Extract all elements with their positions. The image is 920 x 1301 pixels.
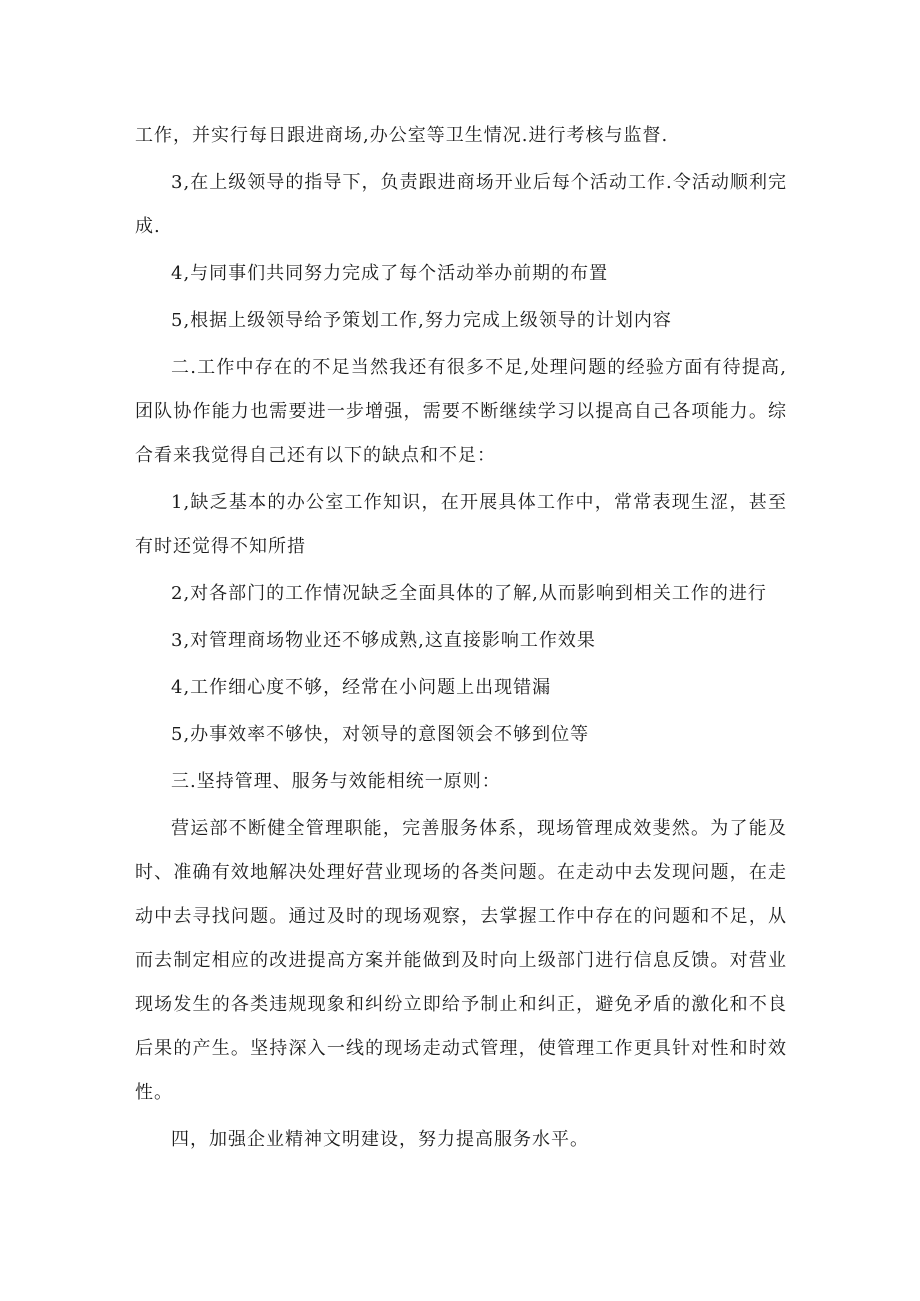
- document-body: [135, 114, 787, 1162]
- section-four-heading: 四，加强企业精神文明建设，努力提高服务水平。: [171, 1129, 589, 1150]
- shortcoming-item-5: 5,办事效率不够快，对领导的意图领会不够到位等: [171, 724, 590, 745]
- shortcoming-item-3: 3,对管理商场物业还不够成熟,这直接影响工作效果: [171, 630, 596, 651]
- section-three-paragraph: 营运部不断健全管理职能，完善服务体系，现场管理成效斐然。为了能及时、准确有效地解决处理好营业现场的各类问题。在走动中去发现问题，在走动中去寻找问题。通过及时的现场观察，去掌握工作中存在的问题和不足，从而去制定相应的改进提高方案并能做到及时向上级部门进行信息反馈。对营业现场发生的各类违规现象和纠纷立即给予制止和纠正，避免矛盾的激化和不良后果的产生。坚持深入一线的现场走动式管理，使管理工作更具针对性和时效性。: [135, 818, 787, 1103]
- shortcoming-item-4: 4,工作细心度不够，经常在小问题上出现错漏: [171, 677, 552, 698]
- section-three-heading: 三.坚持管理、服务与效能相统一原则：: [171, 771, 501, 792]
- shortcoming-item-2: 2,对各部门的工作情况缺乏全面具体的了解,从而影响到相关工作的进行: [171, 583, 767, 604]
- paragraph-item-3: 3,在上级领导的指导下，负责跟进商场开业后每个活动工作.令活动顺利完成.: [135, 172, 787, 237]
- shortcoming-item-1: 1,缺乏基本的办公室工作知识，在开展具体工作中，常常表现生涩，甚至有时还觉得不知所措: [135, 492, 787, 557]
- paragraph-continuation: 工作，并实行每日跟进商场,办公室等卫生情况.进行考核与监督.: [135, 125, 669, 146]
- section-two-paragraph: 二.工作中存在的不足当然我还有很多不足,处理问题的经验方面有待提高,团队协作能力也需要进一步增强，需要不断继续学习以提高自己各项能力。综合看来我觉得自己还有以下的缺点和不足：: [135, 357, 787, 466]
- paragraph-item-5: 5,根据上级领导给予策划工作,努力完成上级领导的计划内容: [171, 310, 672, 331]
- paragraph-item-4: 4,与同事们共同努力完成了每个活动举办前期的布置: [171, 263, 609, 284]
